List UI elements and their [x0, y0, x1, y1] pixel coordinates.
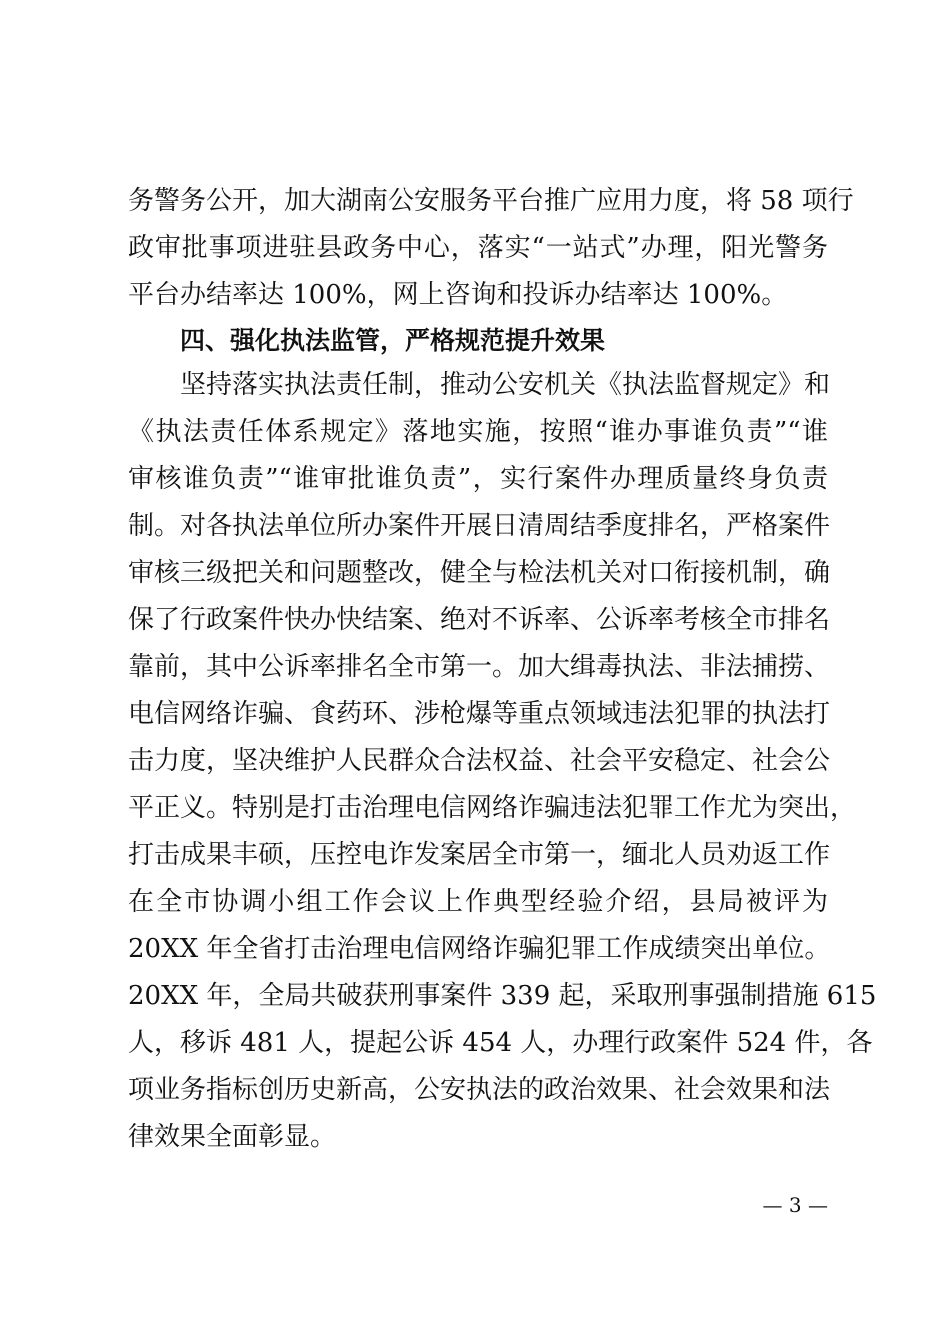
paragraph-line: 在全市协调小组工作会议上作典型经验介绍，县局被评为	[128, 887, 828, 917]
paragraph-line: 人，移诉 481 人，提起公诉 454 人，办理行政案件 524 件，各	[128, 1028, 873, 1058]
paragraph-line: 击力度，坚决维护人民群众合法权益、社会平安稳定、社会公	[128, 746, 831, 776]
paragraph-line: 平台办结率达 100%，网上咨询和投诉办结率达 100%。	[128, 280, 788, 310]
paragraph-line: 20XX 年，全局共破获刑事案件 339 起，采取刑事强制措施 615	[128, 981, 877, 1011]
paragraph-line: 务警务公开，加大湖南公安服务平台推广应用力度，将 58 项行	[128, 186, 854, 216]
paragraph-line: 电信网络诈骗、食药环、涉枪爆等重点领域违法犯罪的执法打	[128, 699, 831, 729]
paragraph-line: 审核三级把关和问题整改，健全与检法机关对口衔接机制，确	[128, 558, 831, 588]
paragraph-line: 打击成果丰硕，压控电诈发案居全市第一，缅北人员劝返工作	[128, 840, 831, 870]
paragraph-line: 《执法责任体系规定》落地实施，按照“谁办事谁负责”“谁	[128, 417, 828, 447]
page-number: — 3 —	[762, 1193, 828, 1217]
section-heading: 四、强化执法监管，严格规范提升效果	[180, 326, 606, 355]
paragraph-line: 律效果全面彰显。	[128, 1122, 337, 1152]
paragraph-line: 项业务指标创历史新高，公安执法的政治效果、社会效果和法	[128, 1075, 831, 1105]
paragraph-line: 政审批事项进驻县政务中心，落实“一站式”办理，阳光警务	[128, 233, 828, 263]
paragraph-line: 审核谁负责”“谁审批谁负责”，实行案件办理质量终身负责	[128, 464, 828, 494]
paragraph-line: 保了行政案件快办快结案、绝对不诉率、公诉率考核全市排名	[128, 605, 831, 635]
paragraph-line: 制。对各执法单位所办案件开展日清周结季度排名，严格案件	[128, 511, 831, 541]
paragraph-line: 20XX 年全省打击治理电信网络诈骗犯罪工作成绩突出单位。	[128, 934, 831, 964]
paragraph-line: 平正义。特别是打击治理电信网络诈骗违法犯罪工作尤为突出，	[128, 793, 857, 823]
paragraph-line: 靠前，其中公诉率排名全市第一。加大缉毒执法、非法捕捞、	[128, 652, 831, 682]
paragraph-line: 坚持落实执法责任制，推动公安机关《执法监督规定》和	[180, 370, 831, 400]
